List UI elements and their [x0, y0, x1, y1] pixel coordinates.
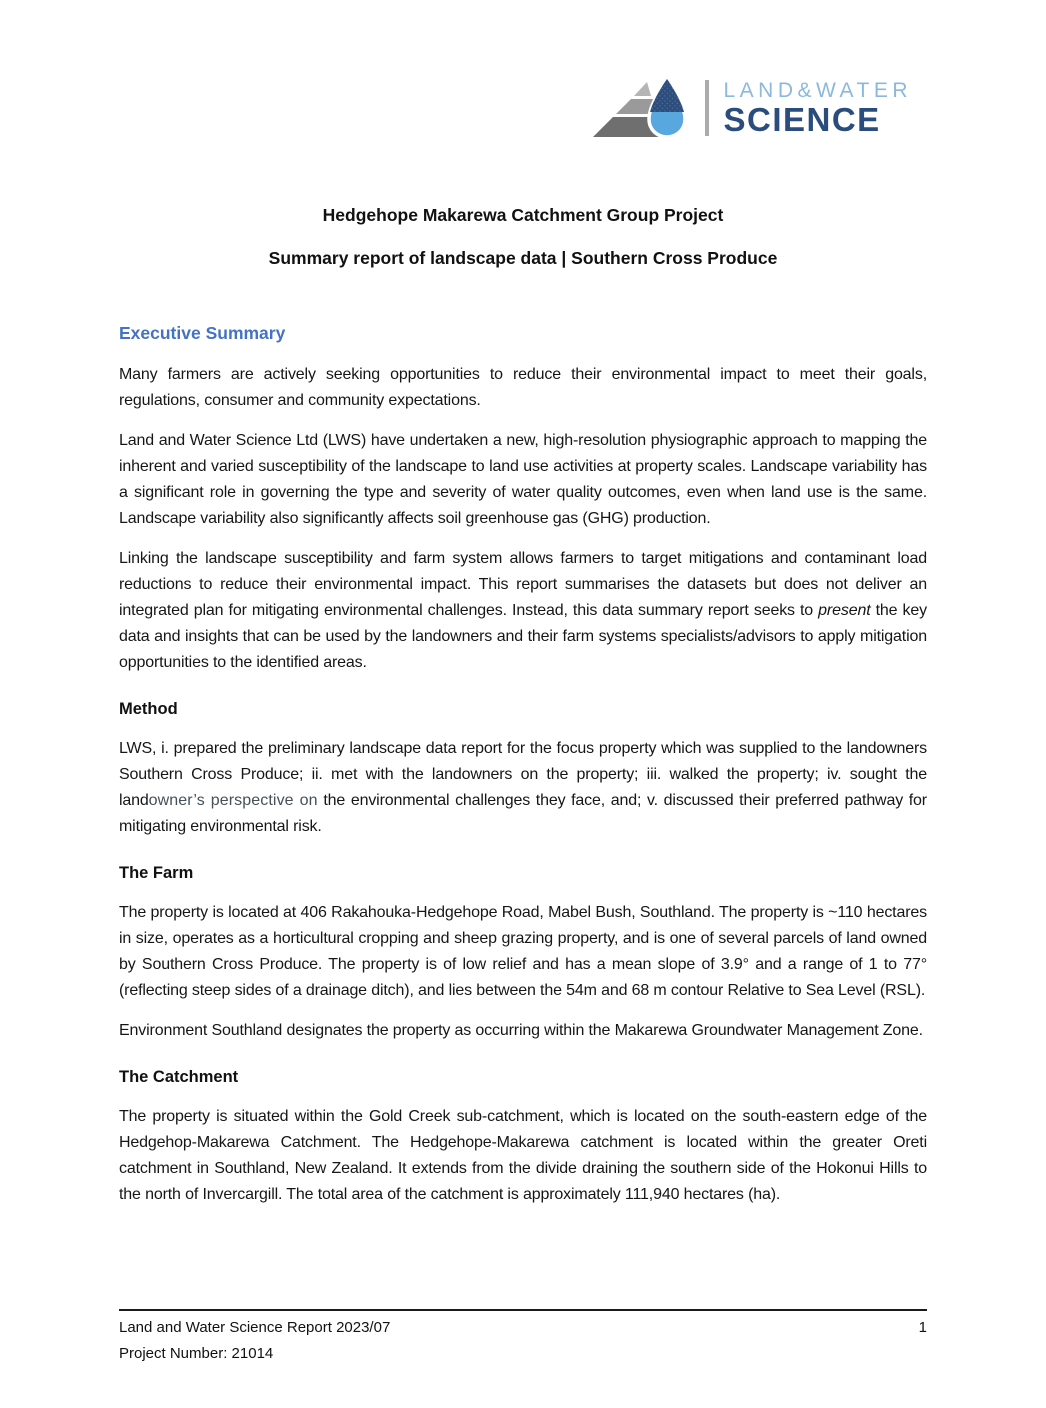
- logo-brand-bottom: SCIENCE: [723, 100, 881, 138]
- paragraph-exec-3-text-a: Linking the landscape susceptibility and farm system allows farmers to target mitigations and contaminant load reductions to reduce their environmental impact. This report summarises the datasets but does not deliver an integrated plan for mitigating environmental challenges. Instead, this data summary report seeks to: [119, 550, 927, 619]
- land-water-science-logo-icon: [591, 77, 693, 139]
- footer-report-line: Land and Water Science Report 2023/07: [119, 1319, 391, 1336]
- paragraph-catchment-1: The property is situated within the Gold Creek sub-catchment, which is located on the south-eastern edge of the Hedgehop-Makarewa Catchment. The Hedgehope-Makarewa catchment is located within the greater Oreti catchment in Southland, New Zealand. It extends from the divide draining the southern side of the Hokonui Hills to the north of Invercargill. The total area of the catchment is approximately 111,940 hectares (ha).: [119, 1108, 927, 1203]
- paragraph-farm-1: The property is located at 406 Rakahouka-Hedgehope Road, Mabel Bush, Southland. The property is ~110 hectares in size, operates as a horticultural cropping and sheep grazing property, and is one of several parcels of land owned by Southern Cross Produce. The property is of low relief and has a mean slope of 3.9° and a range of 1 to 77° (reflecting steep sides of a drainage ditch), and lies between the 54m and 68 m contour Relative to Sea Level (RSL).: [119, 904, 927, 999]
- report-subtitle: Summary report of landscape data | Southern Cross Produce: [268, 248, 778, 268]
- section-heading-method: Method: [119, 700, 178, 718]
- document-body: [0, 204, 1046, 1208]
- page-number: 1: [918, 1319, 927, 1336]
- logo: [0, 0, 1046, 140]
- paragraph-exec-3-text-b: the key data and insights that can be used by the landowners and their farm systems specialists/advisors to apply mitigation opportunities to the identified areas.: [119, 602, 927, 671]
- report-title: Hedgehope Makarewa Catchment Group Project: [322, 205, 724, 225]
- paragraph-exec-2: Land and Water Science Ltd (LWS) have undertaken a new, high-resolution physiographic approach to mapping the inherent and varied susceptibility of the landscape to land use activities at property scales. Landscape variability has a significant role in governing the type and severity of water quality outcomes, even when land use is the same. Landscape variability also significantly affects soil greenhouse gas (GHG) production.: [119, 432, 927, 527]
- section-heading-the-catchment: The Catchment: [119, 1068, 239, 1086]
- paragraph-exec-1: Many farmers are actively seeking opportunities to reduce their environmental impact to meet their goals, regulations, consumer and community expectations.: [119, 366, 927, 409]
- page-footer: [119, 1309, 927, 1367]
- logo-brand-top: LAND&WATER: [723, 78, 912, 102]
- section-heading-the-farm: The Farm: [119, 864, 194, 882]
- paragraph-method: [119, 736, 927, 840]
- footer-report-info: [119, 1315, 390, 1367]
- logo-wordmark: [723, 79, 912, 137]
- paragraph-method-text-b: the environmental challenges they face, and; v. discussed their preferred pathway for mitigating environmental risk.: [119, 792, 927, 835]
- paragraph-method-muted-text: owner’s perspective on: [148, 792, 318, 809]
- logo-divider: [705, 80, 709, 136]
- section-heading-executive-summary: Executive Summary: [119, 323, 286, 343]
- paragraph-farm-2: Environment Southland designates the property as occurring within the Makarewa Groundwater Management Zone.: [119, 1022, 923, 1039]
- paragraph-method-text-a: LWS, i. prepared the preliminary landscape data report for the focus property which was supplied to the landowners Southern Cross Produce; ii. met with the landowners on the property; iii. walked the property; iv. sought the land: [119, 740, 927, 809]
- footer-project-number: Project Number: 21014: [119, 1345, 274, 1362]
- paragraph-exec-3: [119, 546, 927, 676]
- paragraph-exec-3-italic-word: present: [818, 602, 871, 619]
